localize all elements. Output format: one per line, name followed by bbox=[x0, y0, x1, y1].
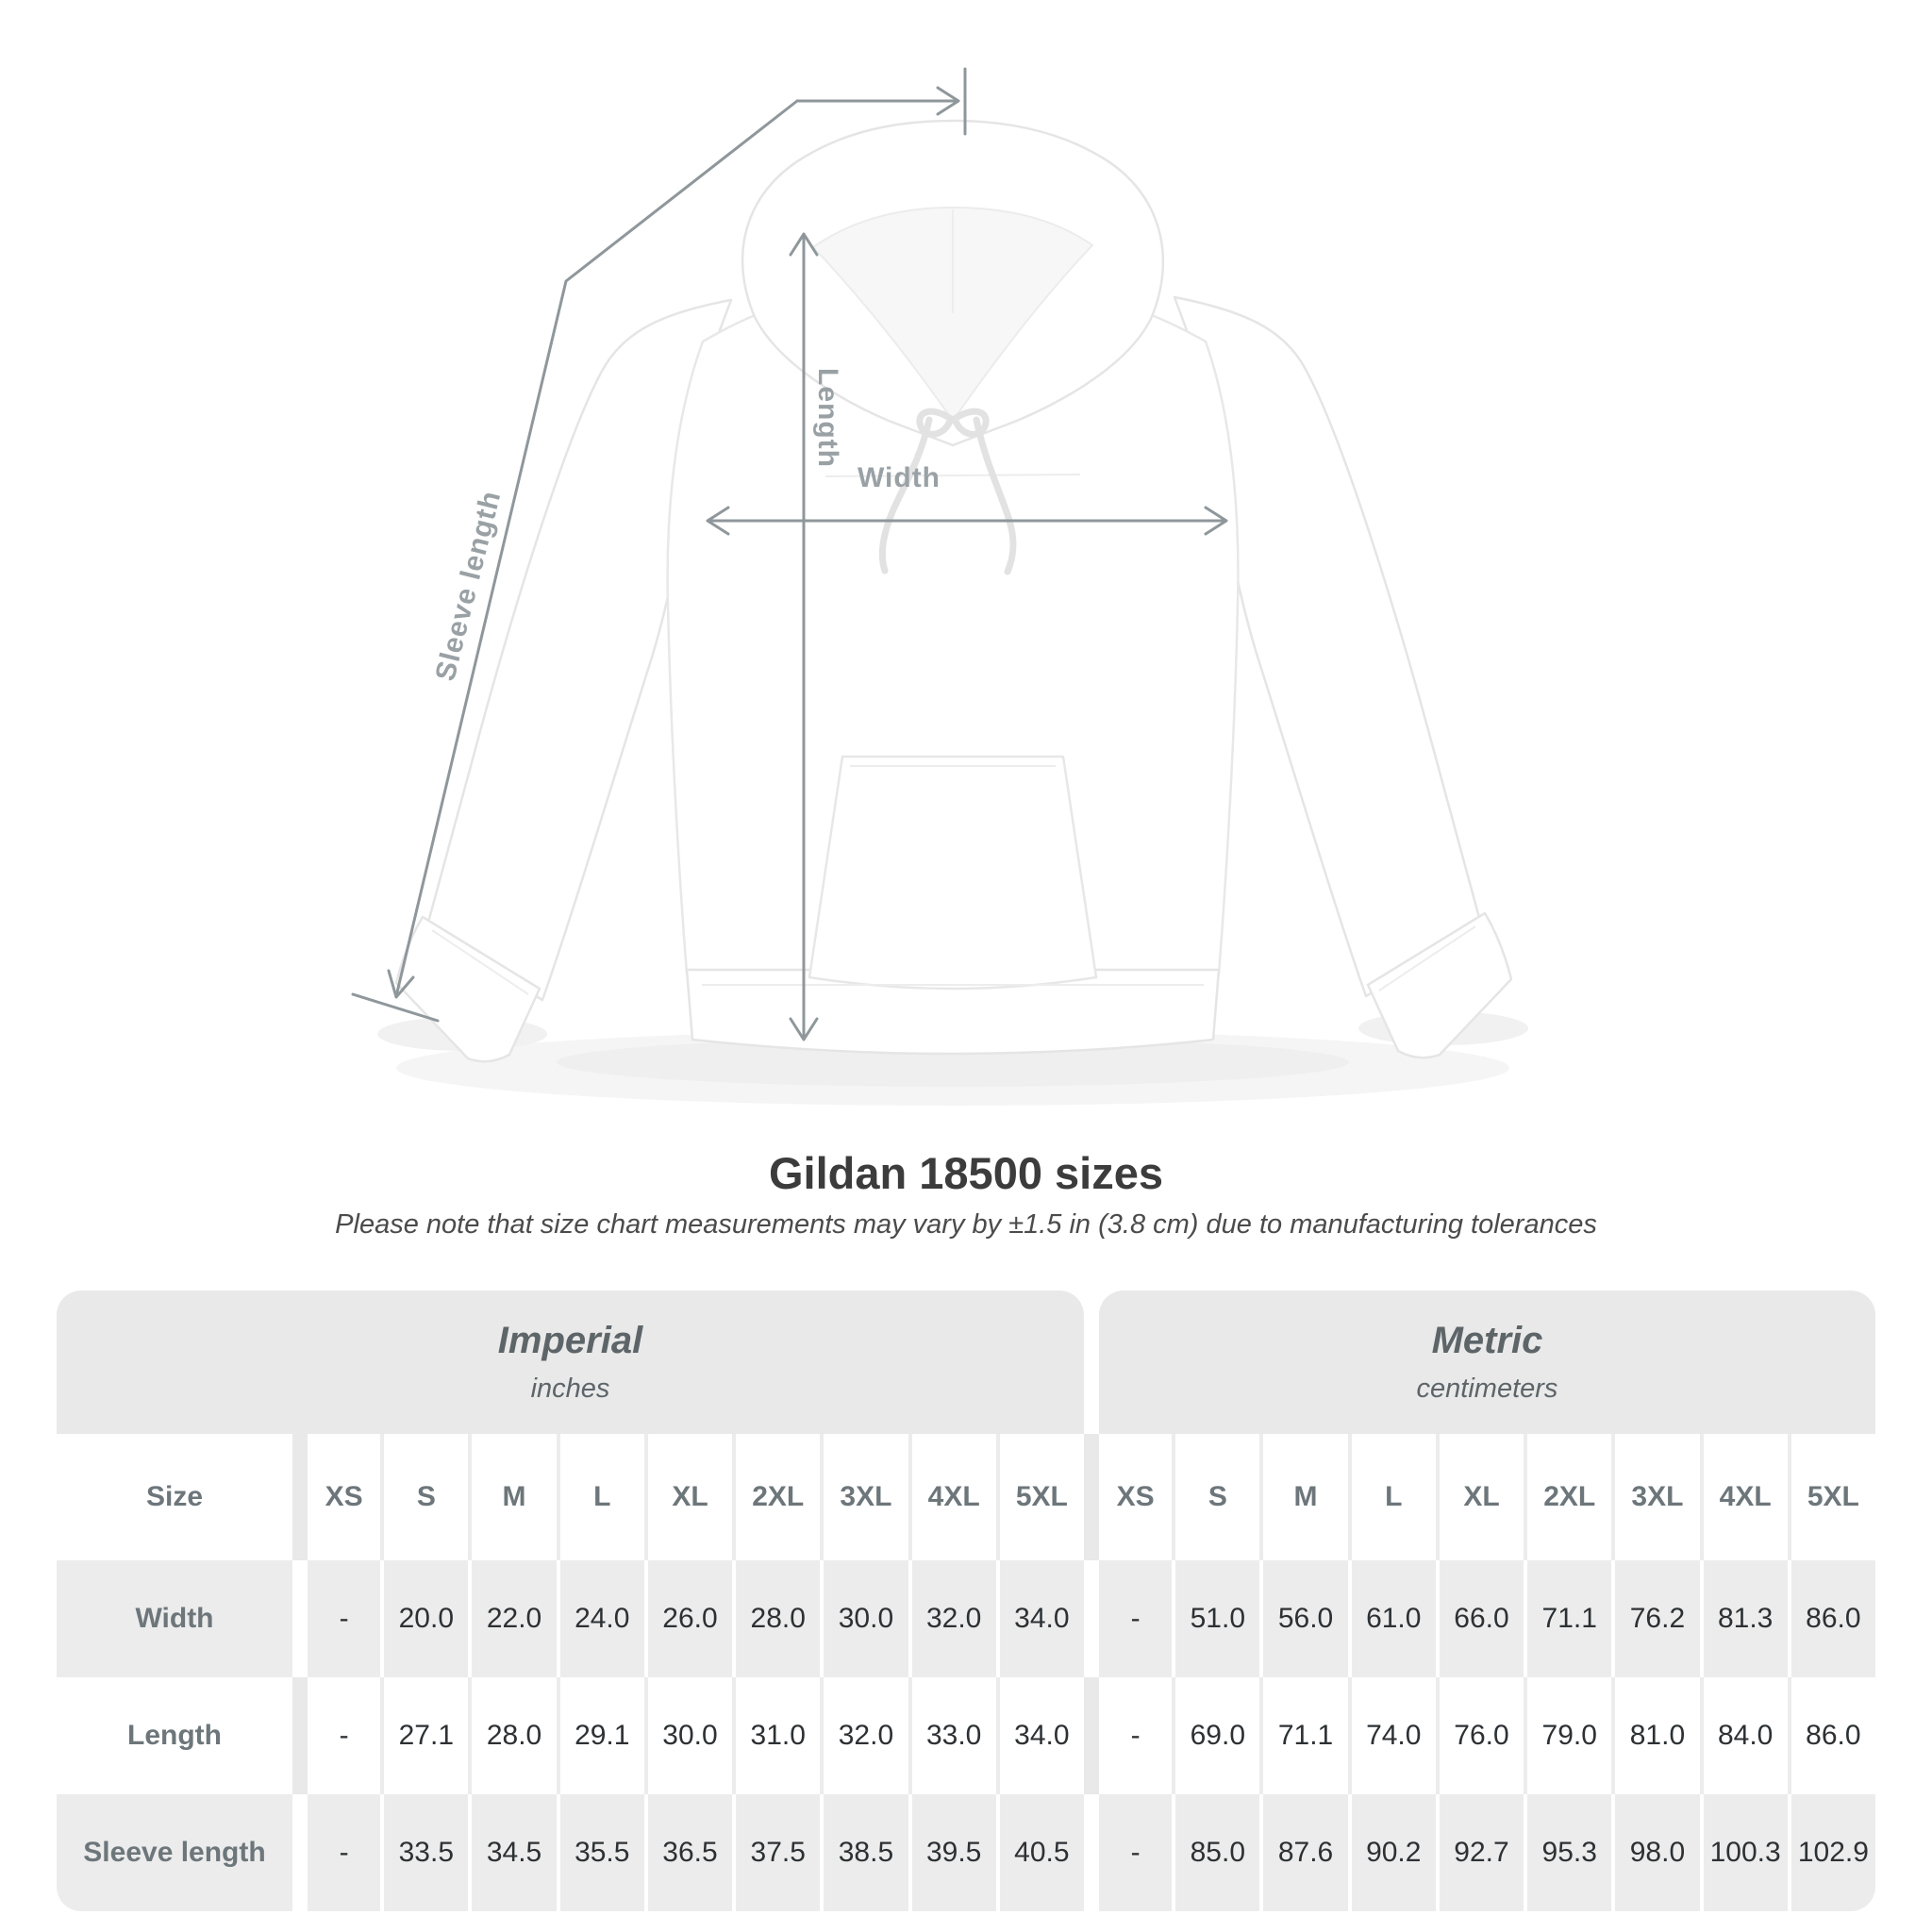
col-header: S bbox=[1172, 1434, 1259, 1560]
table-row-length bbox=[57, 1677, 1875, 1794]
table-cell: 86.0 bbox=[1788, 1677, 1875, 1794]
table-cell: 22.0 bbox=[468, 1560, 556, 1677]
col-header: 5XL bbox=[1788, 1434, 1875, 1560]
table-cell: 81.0 bbox=[1611, 1677, 1699, 1794]
table-cell: - bbox=[1084, 1560, 1172, 1677]
table-cell: 87.6 bbox=[1259, 1794, 1347, 1911]
table-cell: 20.0 bbox=[380, 1560, 468, 1677]
table-cell: 30.0 bbox=[820, 1560, 908, 1677]
col-header: 2XL bbox=[732, 1434, 820, 1560]
col-header: 5XL bbox=[996, 1434, 1084, 1560]
col-header: 3XL bbox=[1611, 1434, 1699, 1560]
table-cell: 102.9 bbox=[1788, 1794, 1875, 1911]
col-header: 4XL bbox=[908, 1434, 996, 1560]
col-header: XS bbox=[292, 1434, 380, 1560]
table-cell: 35.5 bbox=[557, 1794, 644, 1911]
table-row-width bbox=[57, 1560, 1875, 1677]
sleeve-dimension-label: Sleeve length bbox=[429, 487, 508, 685]
table-cell: 76.2 bbox=[1611, 1560, 1699, 1677]
unit-group-header bbox=[57, 1291, 1875, 1434]
table-cell: 76.0 bbox=[1436, 1677, 1524, 1794]
table-cell: 32.0 bbox=[820, 1677, 908, 1794]
col-header: L bbox=[557, 1434, 644, 1560]
table-cell: 66.0 bbox=[1436, 1560, 1524, 1677]
imperial-group-header bbox=[57, 1291, 1084, 1434]
table-cell: 81.3 bbox=[1700, 1560, 1788, 1677]
table-cell: 56.0 bbox=[1259, 1560, 1347, 1677]
table-cell: 28.0 bbox=[468, 1677, 556, 1794]
table-cell: 24.0 bbox=[557, 1560, 644, 1677]
table-cell: 34.0 bbox=[996, 1560, 1084, 1677]
col-header: M bbox=[468, 1434, 556, 1560]
table-cell: - bbox=[292, 1794, 380, 1911]
col-header: L bbox=[1348, 1434, 1436, 1560]
table-cell: 27.1 bbox=[380, 1677, 468, 1794]
col-header: 4XL bbox=[1700, 1434, 1788, 1560]
col-header: 2XL bbox=[1524, 1434, 1611, 1560]
metric-unit: centimeters bbox=[1416, 1374, 1558, 1404]
table-cell: 30.0 bbox=[644, 1677, 732, 1794]
tolerance-note: Please note that size chart measurements may vary by ±1.5 in (3.8 cm) due to manufacturing tolerances bbox=[335, 1209, 1597, 1240]
table-cell: 26.0 bbox=[644, 1560, 732, 1677]
col-header: XS bbox=[1084, 1434, 1172, 1560]
table-cell: 74.0 bbox=[1348, 1677, 1436, 1794]
page-title: Gildan 18500 sizes bbox=[768, 1148, 1164, 1198]
table-cell: 61.0 bbox=[1348, 1560, 1436, 1677]
table-cell: 32.0 bbox=[908, 1560, 996, 1677]
table-cell: 92.7 bbox=[1436, 1794, 1524, 1911]
table-cell: 85.0 bbox=[1172, 1794, 1259, 1911]
table-cell: 98.0 bbox=[1611, 1794, 1699, 1911]
table-cell: 71.1 bbox=[1524, 1560, 1611, 1677]
table-cell: 71.1 bbox=[1259, 1677, 1347, 1794]
table-cell: 40.5 bbox=[996, 1794, 1084, 1911]
row-label: Length bbox=[127, 1720, 222, 1751]
col-header: S bbox=[380, 1434, 468, 1560]
table-cell: 31.0 bbox=[732, 1677, 820, 1794]
col-header: XL bbox=[644, 1434, 732, 1560]
imperial-unit: inches bbox=[530, 1374, 610, 1404]
col-header: M bbox=[1259, 1434, 1347, 1560]
table-cell: - bbox=[292, 1560, 380, 1677]
table-cell: 38.5 bbox=[820, 1794, 908, 1911]
row-label: Sleeve length bbox=[83, 1837, 266, 1868]
col-header: 3XL bbox=[820, 1434, 908, 1560]
row-label: Width bbox=[135, 1603, 214, 1634]
table-cell: 39.5 bbox=[908, 1794, 996, 1911]
table-cell: 34.0 bbox=[996, 1677, 1084, 1794]
table-cell: 79.0 bbox=[1524, 1677, 1611, 1794]
table-row-sleeve-length bbox=[57, 1794, 1875, 1911]
table-cell: 36.5 bbox=[644, 1794, 732, 1911]
col-header: XL bbox=[1436, 1434, 1524, 1560]
imperial-label: Imperial bbox=[497, 1320, 643, 1361]
table-cell: 51.0 bbox=[1172, 1560, 1259, 1677]
table-cell: 90.2 bbox=[1348, 1794, 1436, 1911]
table-cell: 34.5 bbox=[468, 1794, 556, 1911]
table-header-row bbox=[57, 1434, 1875, 1560]
width-dimension-label: Width bbox=[857, 462, 941, 493]
table-cell: 69.0 bbox=[1172, 1677, 1259, 1794]
size-column-header: Size bbox=[145, 1481, 204, 1512]
metric-label: Metric bbox=[1431, 1320, 1543, 1361]
pocket bbox=[809, 757, 1096, 989]
table-cell: - bbox=[1084, 1677, 1172, 1794]
table-cell: 84.0 bbox=[1700, 1677, 1788, 1794]
table-cell: 28.0 bbox=[732, 1560, 820, 1677]
metric-group-header bbox=[1099, 1291, 1875, 1434]
table-cell: 37.5 bbox=[732, 1794, 820, 1911]
table-cell: 100.3 bbox=[1700, 1794, 1788, 1911]
table-cell: 33.5 bbox=[380, 1794, 468, 1911]
table-cell: 33.0 bbox=[908, 1677, 996, 1794]
table-cell: - bbox=[292, 1677, 380, 1794]
table-cell: 95.3 bbox=[1524, 1794, 1611, 1911]
size-table bbox=[57, 1291, 1875, 1911]
table-cell: - bbox=[1084, 1794, 1172, 1911]
table-cell: 29.1 bbox=[557, 1677, 644, 1794]
table-cell: 86.0 bbox=[1788, 1560, 1875, 1677]
length-dimension-label: Length bbox=[812, 368, 843, 468]
